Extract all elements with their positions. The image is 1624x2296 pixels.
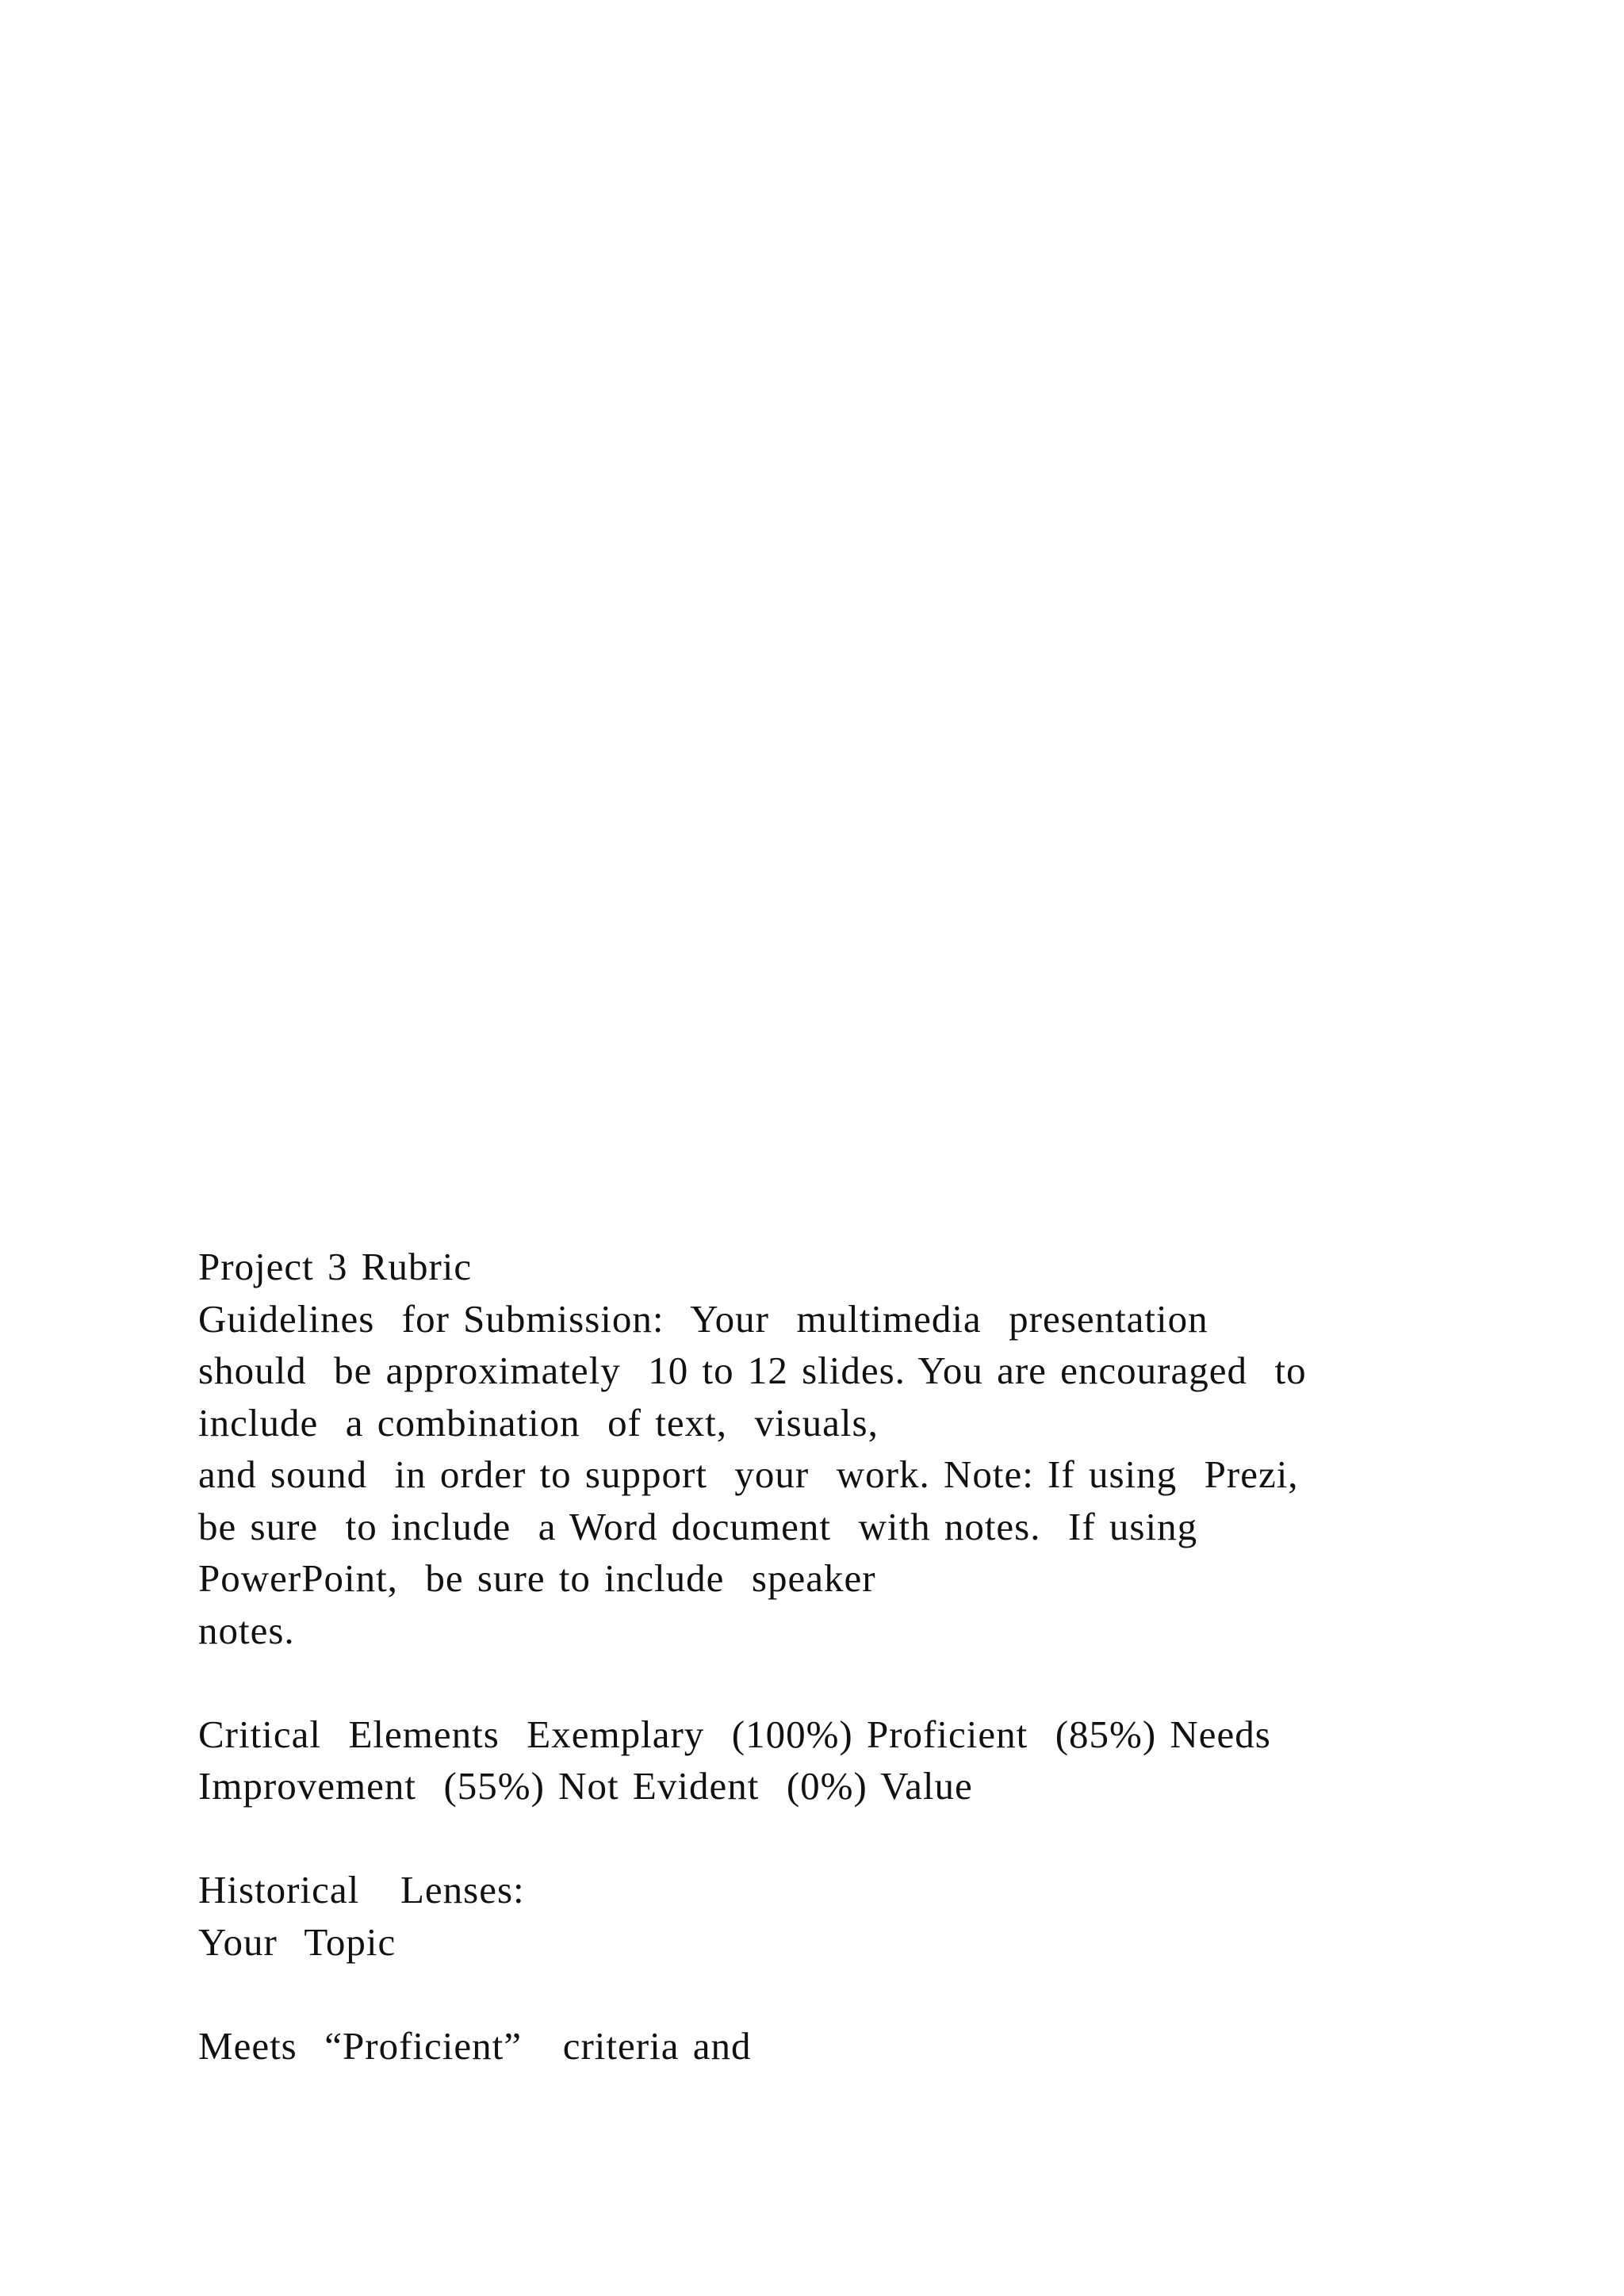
guidelines-line: should be approximately 10 to 12 slides. You are encouraged to — [198, 1349, 1307, 1392]
guidelines-line: be sure to include a Word document with notes. If using — [198, 1504, 1198, 1548]
rubric-header-line: Critical Elements Exemplary (100%) Proficient (85%) Needs — [198, 1712, 1271, 1756]
criterion-description: Meets “Proficient” criteria and — [198, 2023, 752, 2068]
document-title: Project 3 Rubric — [198, 1245, 473, 1288]
paragraph-spacer — [198, 1656, 1507, 1709]
criterion-name-line: Historical Lenses: — [198, 1868, 525, 1911]
rubric-header-line: Improvement (55%) Not Evident (0%) Value — [198, 1764, 973, 1808]
document-text — [198, 1241, 1507, 2072]
guidelines-line: include a combination of text, visuals, — [198, 1400, 879, 1445]
paragraph-spacer — [198, 1968, 1507, 2020]
guidelines-line: and sound in order to support your work. Note: If using Prezi, — [198, 1452, 1299, 1496]
guidelines-line: Guidelines for Submission: Your multimedia presentation — [198, 1296, 1208, 1341]
guidelines-line: PowerPoint, be sure to include speaker — [198, 1556, 876, 1600]
paragraph-spacer — [198, 1812, 1507, 1865]
guidelines-line: notes. — [198, 1608, 295, 1652]
criterion-name-line: Your Topic — [198, 1919, 396, 1964]
